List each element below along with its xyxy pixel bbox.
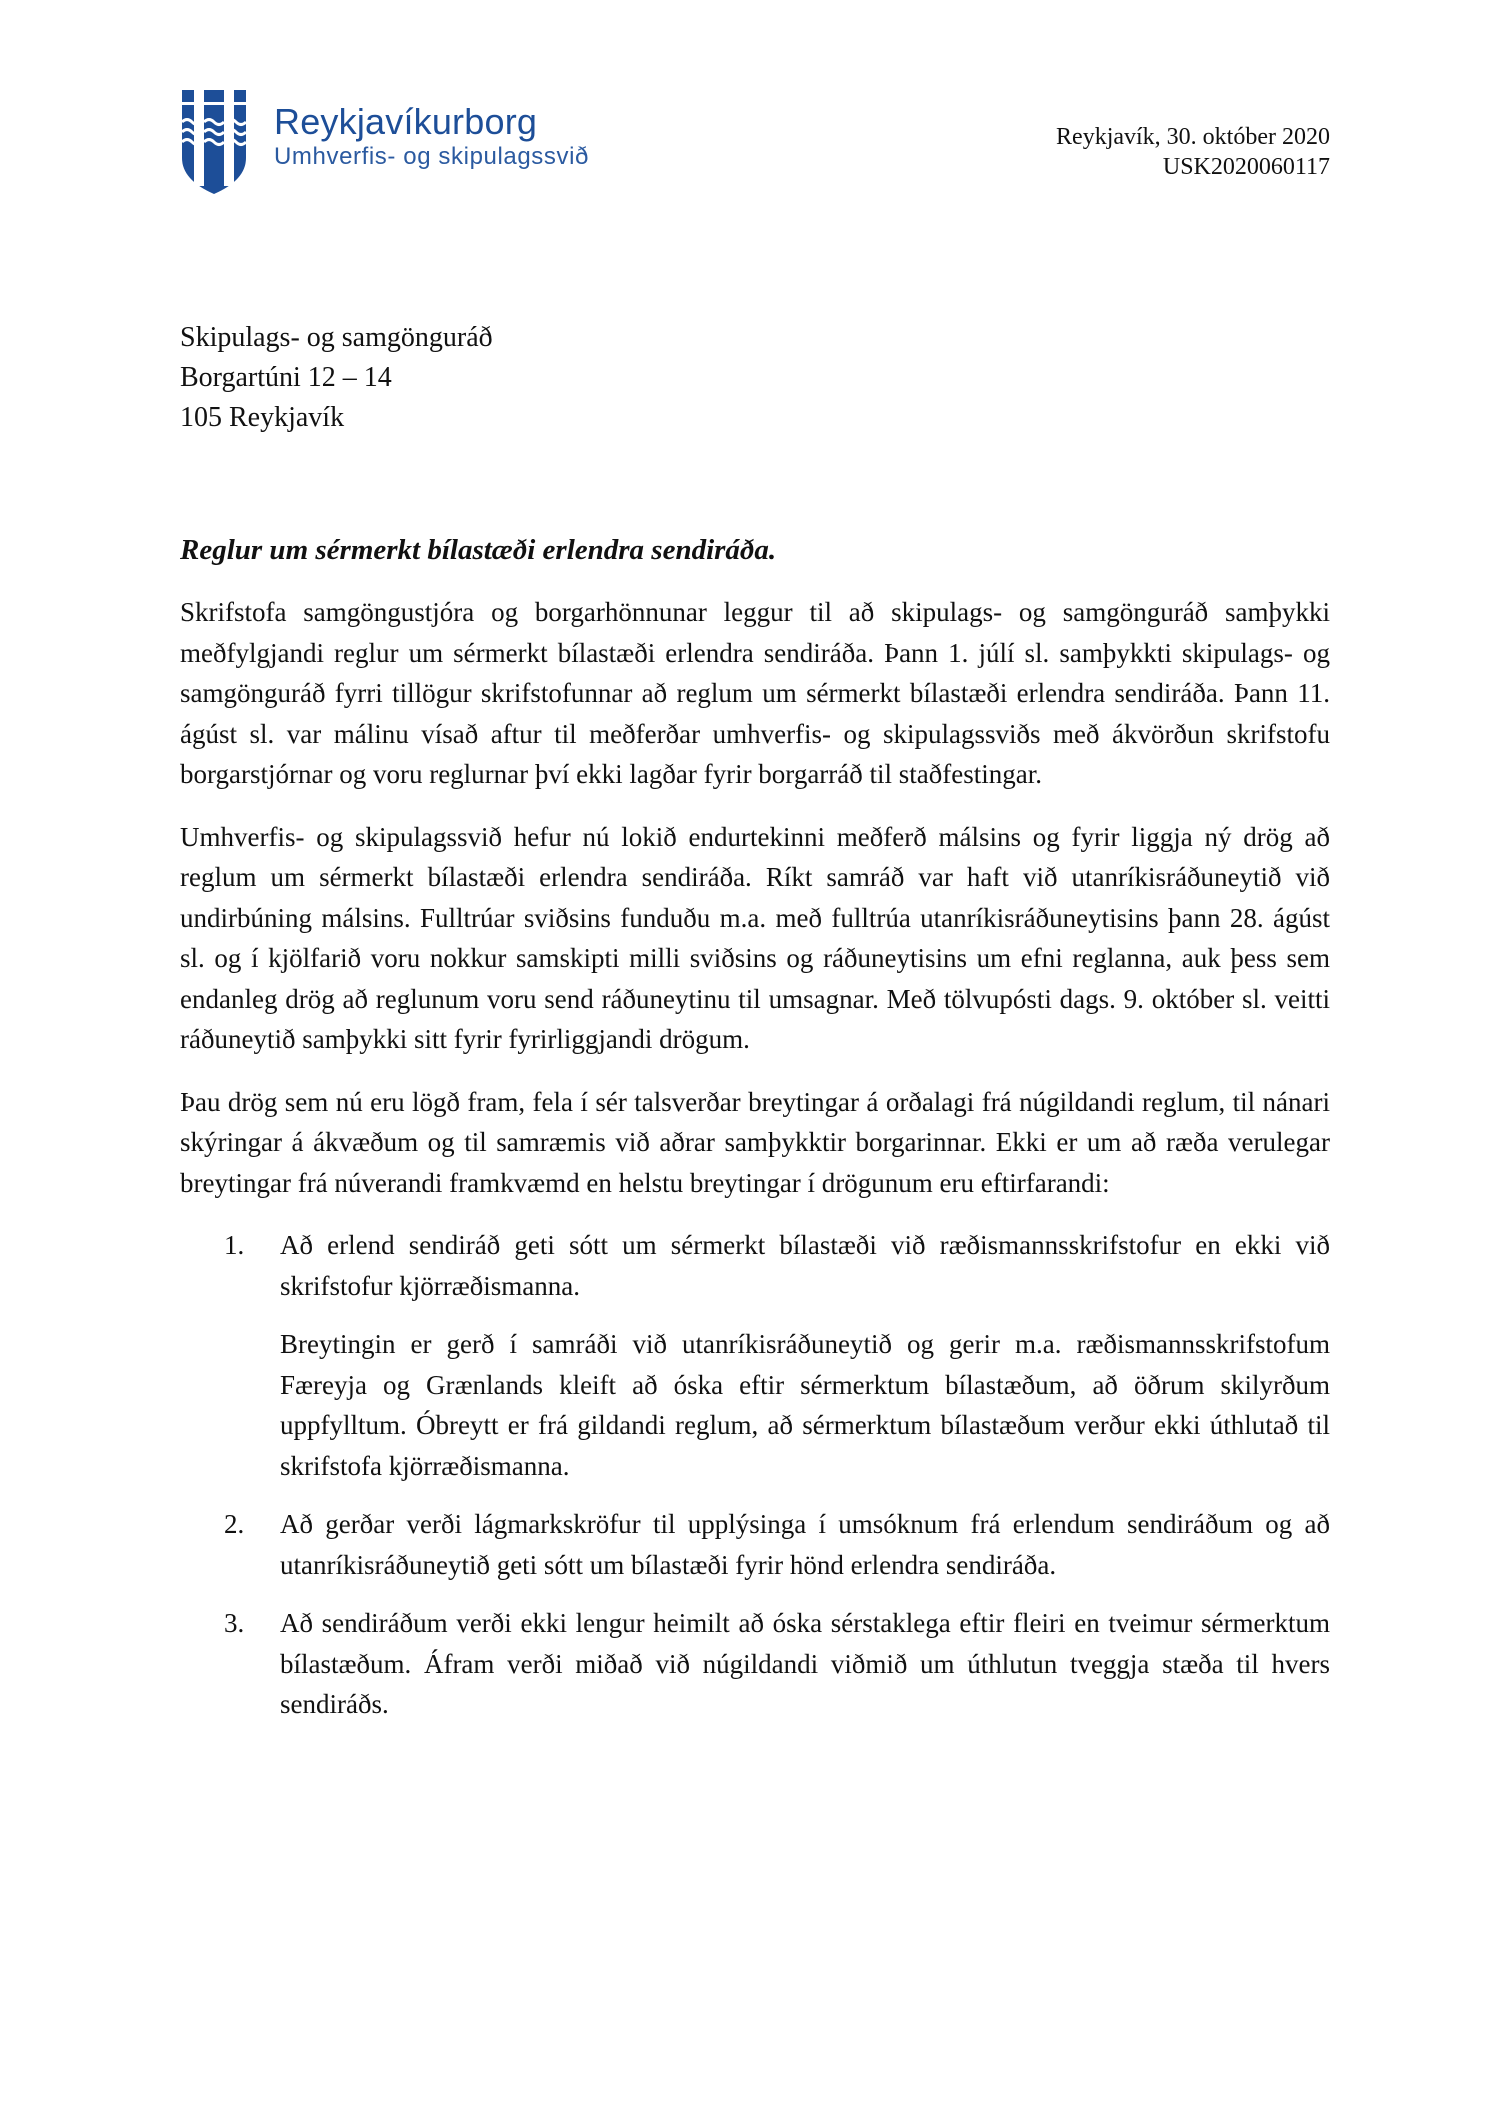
list-number: 3. — [224, 1608, 245, 1638]
list-item-text: Að sendiráðum verði ekki lengur heimilt að óska sérstaklega eftir fleiri en tveimur sérmerktum bílastæðum. Áfram verði miðað við núgildandi viðmið um úthlutun tveggja stæða til hvers sendiráðs. — [280, 1608, 1330, 1719]
reykjavik-coat-of-arms-icon — [180, 88, 248, 196]
logo-text — [274, 102, 589, 172]
list-item — [180, 1225, 1330, 1486]
paragraph: Skrifstofa samgöngustjóra og borgarhönnunar leggur til að skipulags- og samgönguráð samþykki meðfylgjandi reglur um sérmerkt bílastæði erlendra sendiráða. Þann 1. júlí sl. samþykkti skipulags- og samgönguráð fyrri tillögur skrifstofunnar að reglum um sérmerkt bílastæði erlendra sendiráða. Þann 11. ágúst sl. var málinu vísað aftur til meðferðar umhverfis- og skipulagssviðs með ákvörðun skrifstofu borgarstjórnar og voru reglurnar því ekki lagðar fyrir borgarráð til staðfestingar. — [180, 597, 1330, 789]
paragraph: Þau drög sem nú eru lögð fram, fela í sér talsverðar breytingar á orðalagi frá núgildandi reglum, til nánari skýringar á ákvæðum og til samræmis við aðrar samþykktir borgarinnar. Ekki er um að ræða verulegar breytingar frá núverandi framkvæmd en helstu breytingar í drögunum eru eftirfarandi: — [180, 1086, 1330, 1198]
list-item — [180, 1504, 1330, 1585]
list-number: 2. — [224, 1509, 245, 1539]
letter-date: Reykjavík, 30. október 2020 — [1056, 124, 1330, 150]
list-item-text: Að erlend sendiráð geti sótt um sérmerkt bílastæði við ræðismannsskrifstofur en ekki við skrifstofur kjörræðismanna. — [280, 1230, 1330, 1301]
list-item-text: Að gerðar verði lágmarkskröfur til upplýsinga í umsóknum frá erlendum sendiráðum og að utanríkisráðuneytið geti sótt um bílastæði fyrir hönd erlendra sendiráða. — [280, 1509, 1330, 1580]
changes-list — [180, 1225, 1330, 1725]
logo-title: Reykjavíkurborg — [274, 101, 538, 142]
document-title: Reglur um sérmerkt bílastæði erlendra sendiráða. — [180, 534, 777, 566]
recipient-name: Skipulags- og samgönguráð — [180, 322, 493, 353]
reference-number: USK2020060117 — [1162, 154, 1330, 180]
recipient-address — [180, 318, 493, 438]
recipient-city: 105 Reykjavík — [180, 402, 345, 433]
list-item — [180, 1603, 1330, 1725]
letter-body — [180, 530, 1330, 1743]
letter-meta — [1056, 122, 1330, 182]
list-number: 1. — [224, 1230, 245, 1260]
list-item-note: Breytingin er gerð í samráði við utanríkisráðuneytið og gerir m.a. ræðismannsskrifstofum Færeyja og Grænlands kleift að óska eftir sérmerktum bílastæðum, að öðrum skilyrðum uppfylltum. Óbreytt er frá gildandi reglum, að sérmerktum bílastæðum verður ekki úthlutað til skrifstofa kjörræðismanna. — [280, 1329, 1330, 1481]
paragraph: Umhverfis- og skipulagssvið hefur nú lokið endurtekinni meðferð málsins og fyrir liggja ný drög að reglum um sérmerkt bílastæði erlendra sendiráða. Ríkt samráð var haft við utanríkisráðuneytið við undirbúning málsins. Fulltrúar sviðsins funduðu m.a. með fulltrúa utanríkisráðuneytisins þann 28. ágúst sl. og í kjölfarið voru nokkur samskipti milli sviðsins og ráðuneytisins um efni reglanna, auk þess sem endanleg drög að reglunum voru send ráðuneytinu til umsagnar. Með tölvupósti dags. 9. október sl. veitti ráðuneytið samþykki sitt fyrir fyrirliggjandi drögum. — [180, 821, 1330, 1054]
recipient-street: Borgartúni 12 – 14 — [180, 362, 392, 393]
logo-subtitle: Umhverfis- og skipulagssvið — [274, 143, 589, 170]
letterhead-logo — [180, 88, 589, 196]
